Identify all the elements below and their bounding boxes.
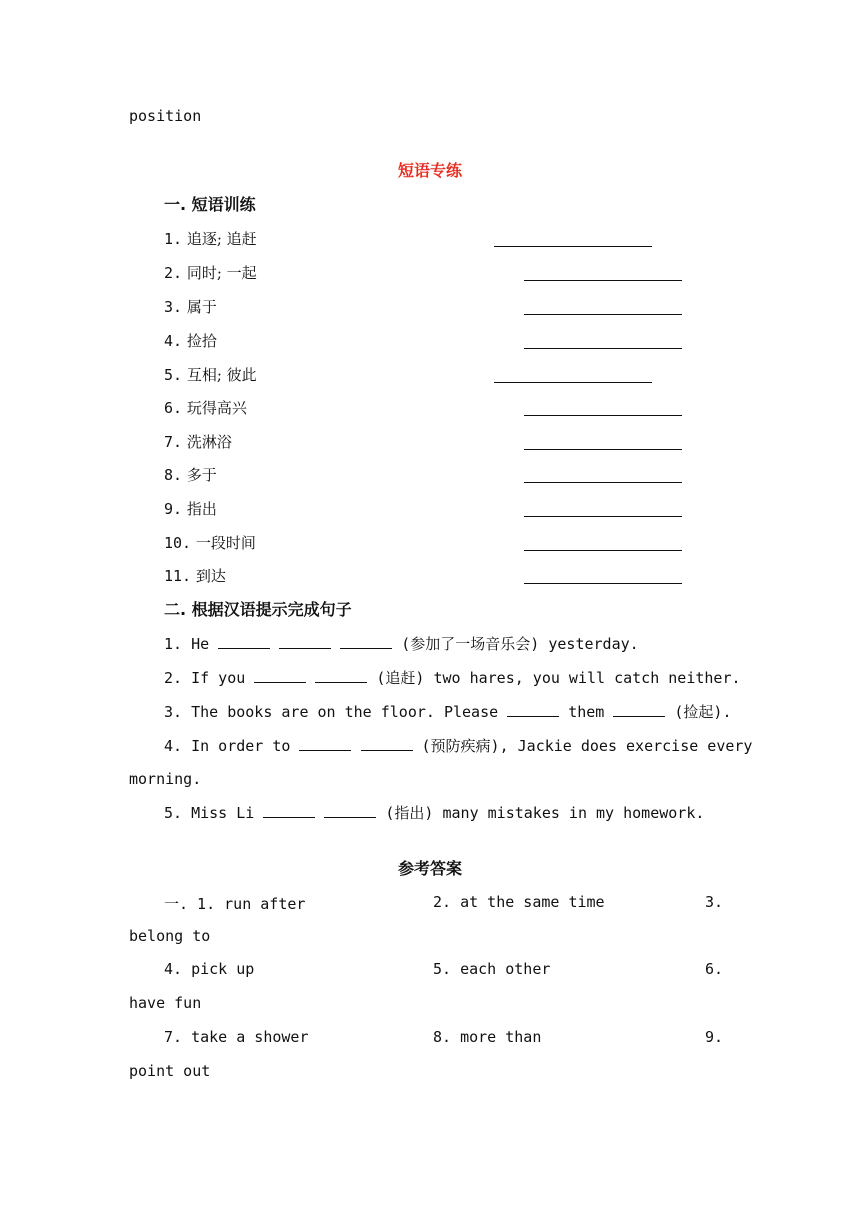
phrase-item <box>164 398 247 418</box>
answer-blank[interactable] <box>524 549 682 551</box>
answer-col-3: 9. <box>705 1028 724 1046</box>
sentence-text: them <box>559 703 614 721</box>
answer-wrap: belong to <box>129 927 211 945</box>
sentence-1 <box>164 634 639 654</box>
sentence-4 <box>164 736 752 756</box>
item-text: 到达 <box>195 567 226 585</box>
answer-blank[interactable] <box>299 736 351 751</box>
item-number: 11. <box>164 567 192 585</box>
sentence-text: (追赶) two hares, you will catch neither. <box>367 669 741 687</box>
item-text: 玩得高兴 <box>186 399 247 417</box>
answer-col-3: 6. <box>705 960 724 978</box>
item-number: 2. <box>164 264 183 282</box>
phrase-item <box>164 533 256 553</box>
answer-col-1: 一. 1. run after <box>164 895 306 913</box>
phrase-item <box>164 365 257 385</box>
item-text: 追逐; 追赶 <box>186 230 257 248</box>
answer-col-2: 5. each other <box>433 960 551 978</box>
answer-blank[interactable] <box>507 702 559 717</box>
answer-col-1: 7. take a shower <box>164 1028 309 1046</box>
answer-wrap: have fun <box>129 994 202 1012</box>
phrase-item <box>164 297 217 317</box>
sentence-text: (预防疾病), Jackie does exercise every <box>412 737 753 755</box>
item-number: 5. <box>164 366 183 384</box>
answer-blank[interactable] <box>263 803 315 818</box>
phrase-item <box>164 263 257 283</box>
item-number: 8. <box>164 466 183 484</box>
sentence-text: 3. The books are on the floor. Please <box>164 703 508 721</box>
answer-blank[interactable] <box>279 634 331 649</box>
item-text: 多于 <box>186 466 217 484</box>
sentence-text: (指出) many mistakes in my homework. <box>376 804 705 822</box>
part2-heading: 二. 根据汉语提示完成句子 <box>164 600 352 619</box>
item-text: 指出 <box>186 500 217 518</box>
item-text: 同时; 一起 <box>186 264 257 282</box>
phrase-item <box>164 566 226 586</box>
sentence-text: 1. He <box>164 635 219 653</box>
sentence-2 <box>164 668 741 688</box>
answer-blank[interactable] <box>524 347 682 349</box>
answer-col-3: 3. <box>705 893 724 911</box>
part1-heading: 一. 短语训练 <box>164 195 256 214</box>
sentence-5 <box>164 803 704 823</box>
item-text: 捡拾 <box>186 332 217 350</box>
answer-blank[interactable] <box>361 736 413 751</box>
answer-col-2: 8. more than <box>433 1028 542 1046</box>
phrase-item <box>164 465 217 485</box>
item-text: 属于 <box>186 298 217 316</box>
answer-blank[interactable] <box>524 481 682 483</box>
answer-blank[interactable] <box>254 668 306 683</box>
answer-col-1: 4. pick up <box>164 960 255 978</box>
phrase-item <box>164 432 232 452</box>
sentence-text: 5. Miss Li <box>164 804 264 822</box>
answer-blank[interactable] <box>524 515 682 517</box>
phrase-item <box>164 499 217 519</box>
answer-blank[interactable] <box>524 414 682 416</box>
item-text: 互相; 彼此 <box>186 366 257 384</box>
item-number: 1. <box>164 230 183 248</box>
answer-blank[interactable] <box>524 313 682 315</box>
answer-blank[interactable] <box>315 668 367 683</box>
answers-heading: 参考答案 <box>397 859 462 878</box>
answer-blank[interactable] <box>340 634 392 649</box>
sentence-text: (参加了一场音乐会) yesterday. <box>392 635 639 653</box>
answer-blank[interactable] <box>494 381 652 383</box>
answer-blank[interactable] <box>218 634 270 649</box>
item-number: 10. <box>164 534 192 552</box>
sentence-text: (捡起). <box>665 703 732 721</box>
item-number: 4. <box>164 332 183 350</box>
item-number: 6. <box>164 399 183 417</box>
sentence-text: 2. If you <box>164 669 255 687</box>
section-title: 短语专练 <box>397 161 462 180</box>
item-number: 9. <box>164 500 183 518</box>
top-fragment: position <box>129 107 202 125</box>
item-number: 7. <box>164 433 183 451</box>
answer-blank[interactable] <box>524 448 682 450</box>
item-text: 洗淋浴 <box>186 433 232 451</box>
item-text: 一段时间 <box>195 534 256 552</box>
phrase-item <box>164 331 217 351</box>
answer-col-2: 2. at the same time <box>433 893 605 911</box>
answer-blank[interactable] <box>324 803 376 818</box>
answer-blank[interactable] <box>494 245 652 247</box>
sentence-text: 4. In order to <box>164 737 300 755</box>
sentence-4-continuation: morning. <box>129 770 202 788</box>
answer-blank[interactable] <box>613 702 665 717</box>
answer-blank[interactable] <box>524 279 682 281</box>
answer-wrap: point out <box>129 1062 211 1080</box>
item-number: 3. <box>164 298 183 316</box>
phrase-item <box>164 229 257 249</box>
answer-blank[interactable] <box>524 582 682 584</box>
sentence-3 <box>164 702 731 722</box>
